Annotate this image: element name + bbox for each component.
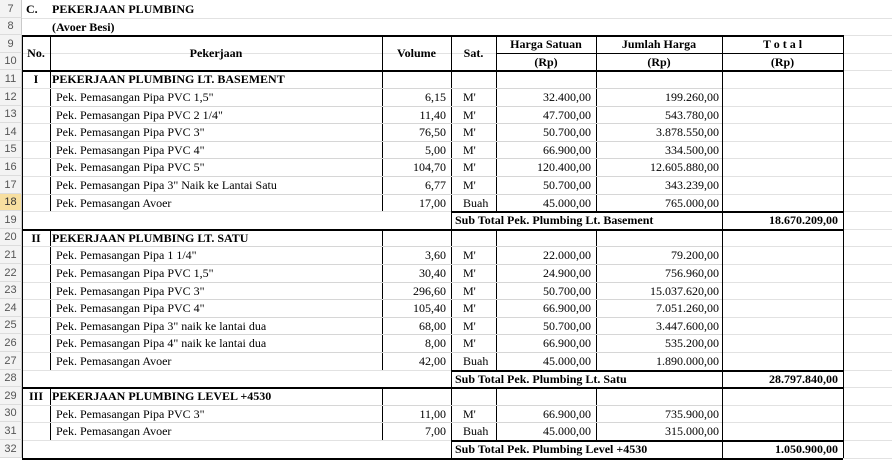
item-unit[interactable]: M' xyxy=(463,318,476,333)
page-subtitle[interactable]: (Avoer Besi) xyxy=(52,19,115,34)
item-name[interactable]: Pek. Pemasangan Pipa PVC 4" xyxy=(56,301,205,315)
item-unit-price[interactable]: 45.000,00 xyxy=(543,354,591,368)
item-amount[interactable]: 765.000,00 xyxy=(665,195,719,210)
item-amount[interactable]: 12.605.880,00 xyxy=(650,160,719,174)
item-unit[interactable]: M' xyxy=(463,90,476,104)
item-name[interactable]: Pek. Pemasangan Pipa PVC 1,5" xyxy=(56,266,214,280)
item-volume[interactable]: 11,40 xyxy=(419,107,446,122)
item-unit-price[interactable]: 120.400,00 xyxy=(537,160,591,174)
item-amount[interactable]: 3.447.600,00 xyxy=(656,318,719,333)
item-volume[interactable]: 6,15 xyxy=(425,90,446,104)
col-border xyxy=(22,70,23,211)
item-row-border xyxy=(50,334,722,335)
item-volume[interactable]: 296,60 xyxy=(413,283,446,298)
item-unit[interactable]: M' xyxy=(463,301,476,315)
subtotal-value[interactable]: 18.670.209,00 xyxy=(769,213,838,227)
row-header-27[interactable]: 27 xyxy=(0,352,22,370)
header-col-border xyxy=(843,35,844,70)
item-amount[interactable]: 199.260,00 xyxy=(665,90,719,104)
header-jumlah-harga[interactable]: Jumlah Harga xyxy=(621,37,697,51)
item-unit[interactable]: M' xyxy=(463,248,476,262)
header-col-border xyxy=(451,35,452,70)
item-unit[interactable]: Buah xyxy=(463,354,489,368)
item-row-border xyxy=(50,264,722,265)
item-name[interactable]: Pek. Pemasangan Pipa PVC 1,5" xyxy=(56,90,214,104)
row-header-26[interactable]: 26 xyxy=(0,334,22,352)
item-volume[interactable]: 6,77 xyxy=(425,178,446,192)
item-unit-price[interactable]: 66.900,00 xyxy=(543,406,591,421)
col-border xyxy=(843,70,844,229)
row-header-18[interactable]: 18 xyxy=(0,194,22,211)
col-border xyxy=(596,387,597,440)
subtotal-label[interactable]: Sub Total Pek. Plumbing Lt. Basement xyxy=(455,213,654,227)
header-col-border xyxy=(722,35,723,70)
row-header-19[interactable]: 19 xyxy=(0,211,22,229)
item-row-border xyxy=(50,352,722,353)
item-volume[interactable]: 17,00 xyxy=(419,195,446,210)
item-unit-price[interactable]: 50.700,00 xyxy=(543,178,591,192)
item-volume[interactable]: 30,40 xyxy=(419,266,446,280)
row-header-17[interactable]: 17 xyxy=(0,176,22,194)
item-unit[interactable]: M' xyxy=(463,336,476,350)
item-amount[interactable]: 735.900,00 xyxy=(665,406,719,421)
item-unit-price[interactable]: 45.000,00 xyxy=(543,195,591,210)
section-letter[interactable]: C. xyxy=(26,2,38,16)
header-volume[interactable]: Volume xyxy=(397,45,436,60)
item-row-border xyxy=(50,299,722,300)
item-volume[interactable]: 8,00 xyxy=(425,336,446,350)
header-col-border xyxy=(382,35,383,70)
item-row-border xyxy=(50,158,722,159)
row-header-11[interactable]: 11 xyxy=(0,70,22,88)
item-amount[interactable]: 334.500,00 xyxy=(665,142,719,157)
item-name[interactable]: Pek. Pemasangan Pipa 3" naik ke lantai dua xyxy=(56,318,267,333)
col-border xyxy=(22,440,23,458)
item-unit-price[interactable]: 22.000,00 xyxy=(543,248,591,262)
row-header-21[interactable]: 21 xyxy=(0,246,22,264)
item-amount[interactable]: 7.051.260,00 xyxy=(656,301,719,315)
item-volume[interactable]: 3,60 xyxy=(425,248,446,262)
col-border xyxy=(22,370,23,387)
section-top-border xyxy=(22,387,843,389)
subtotal-top-border xyxy=(451,211,843,213)
row-header-32[interactable]: 32 xyxy=(0,440,22,458)
item-unit-price[interactable]: 50.700,00 xyxy=(543,318,591,333)
table-top-border xyxy=(22,35,843,37)
header-col-border xyxy=(596,35,597,70)
header-col-border xyxy=(22,35,23,70)
col-border xyxy=(451,370,452,387)
item-unit-price[interactable]: 47.700,00 xyxy=(543,107,591,122)
item-unit-price[interactable]: 66.900,00 xyxy=(543,336,591,350)
col-border xyxy=(22,229,23,370)
item-volume[interactable]: 11,00 xyxy=(419,406,446,421)
item-volume[interactable]: 68,00 xyxy=(419,318,446,333)
section-number[interactable]: III xyxy=(28,389,43,403)
item-row-border xyxy=(50,194,722,195)
item-volume[interactable]: 104,70 xyxy=(413,160,446,174)
section-title[interactable]: PEKERJAAN PLUMBING LT. SATU xyxy=(52,230,249,245)
row-header-23[interactable]: 23 xyxy=(0,282,22,299)
row-header-7[interactable]: 7 xyxy=(0,0,22,18)
header-total[interactable]: T o t a l xyxy=(762,37,803,51)
item-name[interactable]: Pek. Pemasangan Pipa 3" Naik ke Lantai Satu xyxy=(56,178,277,192)
item-unit[interactable]: M' xyxy=(463,283,476,298)
row-header-22[interactable]: 22 xyxy=(0,264,22,282)
item-amount[interactable]: 535.200,00 xyxy=(665,336,719,350)
row-header-16[interactable]: 16 xyxy=(0,158,22,176)
item-row-border xyxy=(50,123,722,124)
header-jumlah-harga-unit[interactable]: (Rp) xyxy=(647,54,671,69)
item-row-border xyxy=(50,246,722,247)
col-border xyxy=(50,387,51,440)
col-border xyxy=(843,387,844,458)
item-row-border xyxy=(50,88,722,89)
col-border xyxy=(722,70,723,229)
row-header-10[interactable]: 10 xyxy=(0,53,22,70)
item-unit[interactable]: M' xyxy=(463,160,476,174)
subtotal-value[interactable]: 1.050.900,00 xyxy=(775,442,838,456)
item-volume[interactable]: 7,00 xyxy=(425,424,446,438)
item-row-border xyxy=(50,106,722,107)
section-number[interactable]: I xyxy=(33,72,39,86)
item-row-border xyxy=(50,405,722,406)
section-number[interactable]: II xyxy=(31,230,41,245)
row-header-8[interactable]: 8 xyxy=(0,18,22,35)
item-unit[interactable]: M' xyxy=(463,406,476,421)
item-volume[interactable]: 5,00 xyxy=(425,142,446,157)
header-bottom-border xyxy=(22,70,843,72)
item-row-border xyxy=(50,282,722,283)
row-header-28[interactable]: 28 xyxy=(0,370,22,387)
item-row-border xyxy=(50,176,722,177)
header-harga-satuan[interactable]: Harga Satuan xyxy=(510,37,582,51)
subtotal-label[interactable]: Sub Total Pek. Plumbing Lt. Satu xyxy=(455,371,627,386)
item-name[interactable]: Pek. Pemasangan Pipa PVC 5" xyxy=(56,160,205,174)
item-name[interactable]: Pek. Pemasangan Pipa 1 1/4" xyxy=(56,248,197,262)
row-header-30[interactable]: 30 xyxy=(0,405,22,422)
page-title[interactable]: PEKERJAAN PLUMBING xyxy=(52,2,195,16)
header-sat[interactable]: Sat. xyxy=(463,45,484,60)
col-border xyxy=(722,387,723,458)
col-border xyxy=(22,387,23,440)
item-name[interactable]: Pek. Pemasangan Avoer xyxy=(56,195,172,210)
item-amount[interactable]: 543.780,00 xyxy=(665,107,719,122)
item-name[interactable]: Pek. Pemasangan Pipa 4" naik ke lantai dua xyxy=(56,336,267,350)
item-name[interactable]: Pek. Pemasangan Pipa PVC 4" xyxy=(56,142,205,157)
item-volume[interactable]: 105,40 xyxy=(413,301,446,315)
item-unit-price[interactable]: 45.000,00 xyxy=(543,424,591,438)
item-unit[interactable]: M' xyxy=(463,178,476,192)
row-header-15[interactable]: 15 xyxy=(0,141,22,158)
item-unit[interactable]: M' xyxy=(463,266,476,280)
item-unit[interactable]: Buah xyxy=(463,195,489,210)
header-harga-satuan-unit[interactable]: (Rp) xyxy=(534,54,558,69)
item-unit[interactable]: Buah xyxy=(463,424,489,438)
item-unit-price[interactable]: 50.700,00 xyxy=(543,283,591,298)
subtotal-label[interactable]: Sub Total Pek. Plumbing Level +4530 xyxy=(455,442,648,456)
item-volume[interactable]: 76,50 xyxy=(419,125,446,139)
header-no[interactable]: No. xyxy=(27,45,45,60)
col-border xyxy=(451,440,452,458)
item-volume[interactable]: 42,00 xyxy=(419,354,446,368)
col-border xyxy=(843,229,844,387)
item-unit[interactable]: M' xyxy=(463,142,476,157)
header-total-unit[interactable]: (Rp) xyxy=(770,54,795,69)
row-header-9[interactable]: 9 xyxy=(0,35,22,53)
section-title[interactable]: PEKERJAAN PLUMBING LEVEL +4530 xyxy=(52,389,272,403)
item-unit[interactable]: M' xyxy=(463,125,476,139)
col-border xyxy=(496,387,497,440)
item-unit-price[interactable]: 32.400,00 xyxy=(543,90,591,104)
item-unit-price[interactable]: 50.700,00 xyxy=(543,125,591,139)
item-amount[interactable]: 1.890.000,00 xyxy=(656,354,719,368)
subtotal-top-border xyxy=(451,370,843,372)
col-border xyxy=(22,211,23,229)
row-header-20[interactable]: 20 xyxy=(0,229,22,246)
item-amount[interactable]: 79.200,00 xyxy=(671,248,719,262)
item-amount[interactable]: 15.037.620,00 xyxy=(650,283,719,298)
item-amount[interactable]: 756.960,00 xyxy=(665,266,719,280)
item-row-border xyxy=(50,141,722,142)
col-border xyxy=(451,387,452,440)
item-row-border xyxy=(50,422,722,423)
item-name[interactable]: Pek. Pemasangan Pipa PVC 3" xyxy=(56,125,205,139)
header-col-border xyxy=(496,35,497,70)
item-unit-price[interactable]: 66.900,00 xyxy=(543,301,591,315)
item-row-border xyxy=(50,317,722,318)
header-mid-border xyxy=(496,53,843,54)
item-name[interactable]: Pek. Pemasangan Avoer xyxy=(56,424,172,438)
row-header-14[interactable]: 14 xyxy=(0,123,22,141)
row-header-13[interactable]: 13 xyxy=(0,106,22,123)
col-border xyxy=(451,211,452,229)
item-amount[interactable]: 343.239,00 xyxy=(665,178,719,192)
header-col-border xyxy=(50,35,51,70)
section-top-border xyxy=(22,229,843,231)
section-title[interactable]: PEKERJAAN PLUMBING LT. BASEMENT xyxy=(52,72,285,86)
item-name[interactable]: Pek. Pemasangan Pipa PVC 2 1/4" xyxy=(56,107,223,122)
row-header-12[interactable]: 12 xyxy=(0,88,22,106)
subtotal-value[interactable]: 28.797.840,00 xyxy=(769,371,838,386)
item-amount[interactable]: 3.878.550,00 xyxy=(656,125,719,139)
item-amount[interactable]: 315.000,00 xyxy=(665,424,719,438)
item-name[interactable]: Pek. Pemasangan Pipa PVC 3" xyxy=(56,406,205,421)
item-unit-price[interactable]: 66.900,00 xyxy=(543,142,591,157)
header-pekerjaan[interactable]: Pekerjaan xyxy=(189,45,243,60)
item-name[interactable]: Pek. Pemasangan Pipa PVC 3" xyxy=(56,283,205,298)
col-border xyxy=(382,387,383,440)
row-header-24[interactable]: 24 xyxy=(0,299,22,317)
col-border xyxy=(722,229,723,387)
subtotal-top-border xyxy=(451,440,843,442)
row-header-25[interactable]: 25 xyxy=(0,317,22,334)
row-header-31[interactable]: 31 xyxy=(0,422,22,440)
row-header-29[interactable]: 29 xyxy=(0,387,22,405)
item-unit[interactable]: M' xyxy=(463,107,476,122)
item-name[interactable]: Pek. Pemasangan Avoer xyxy=(56,354,172,368)
item-unit-price[interactable]: 24.900,00 xyxy=(543,266,591,280)
